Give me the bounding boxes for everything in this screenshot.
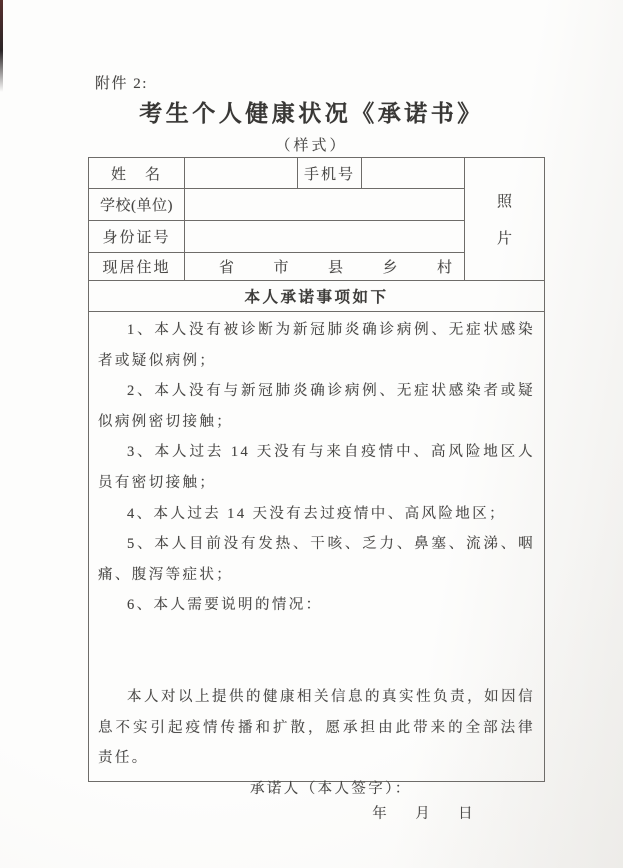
commitment-header: 本人承诺事项如下 [89,281,544,312]
commitment-item-6: 6、本人需要说明的情况： [127,597,323,614]
date-day-label: 日 [458,806,475,823]
residence-unit-county: 县 [327,260,343,276]
signature-label: 承诺人（本人签字）： [250,780,412,797]
page-subtitle: （样式） [275,138,348,154]
date-year-label: 年 [372,806,390,823]
id-number-label: 身份证号 [89,221,185,253]
commitment-item-5: 5、本人目前没有发热、干咳、乏力、鼻塞、流涕、咽痛、腹泻等症状； [98,536,535,583]
residence-unit-city: 市 [273,260,289,276]
commitment-body [89,312,544,828]
commitment-item-4: 4、本人过去 14 天没有去过疫情中、高风险地区； [127,505,506,522]
commitment-item-1: 1、本人没有被诊断为新冠肺炎确诊病例、无症状感染者或疑似病例； [98,322,535,369]
phone-field [362,158,465,189]
name-field [185,158,298,189]
date-line [98,800,535,828]
scan-edge-artifact [0,0,3,92]
date-month-label: 月 [415,806,433,823]
health-form-table [88,157,545,823]
declaration-text: 本人对以上提供的健康相关信息的真实性负责，如因信息不实引起疫情传播和扩散，愿承担由此带来的全部法律责任。 [98,688,535,767]
photo-label-char: 照 [496,194,512,210]
commitment-item-3: 3、本人过去 14 天没有与来自疫情中、高风险地区人员有密切接触； [98,444,535,491]
commitment-item-2: 2、本人没有与新冠肺炎确诊病例、无症状感染者或疑似病例密切接触； [98,383,535,430]
name-label: 姓 名 [89,158,185,189]
residence-field [185,253,465,281]
residence-label: 现居住地 [89,253,185,281]
residence-unit-township: 乡 [382,260,398,276]
residence-unit-province: 省 [219,260,235,276]
photo-placeholder [465,158,544,281]
photo-label-char: 片 [496,231,512,247]
page-title: 考生个人健康状况《承诺书》 [139,101,484,126]
personal-info-grid [89,158,544,281]
school-field [185,189,465,221]
attachment-label: 附件 2: [95,76,148,92]
residence-unit-village: 村 [436,260,452,276]
phone-label: 手机号 [298,158,362,189]
school-label: 学校(单位) [89,189,185,221]
id-number-field [185,221,465,253]
